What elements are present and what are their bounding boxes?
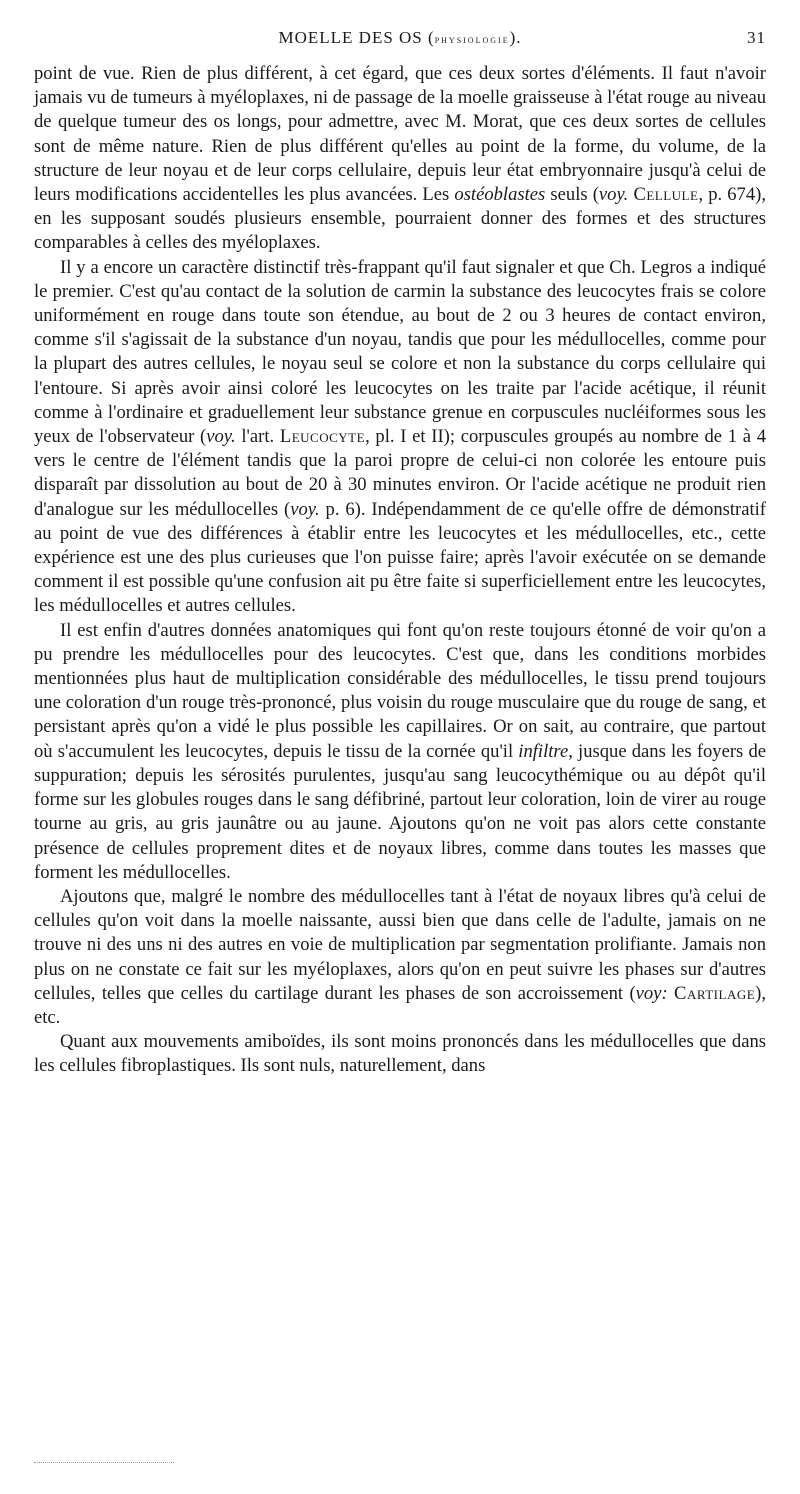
text-segment: Ajoutons que, malgré le nombre des médullocelles tant à l'état de noyaux libres qu'à celui de cellules qu'on voit dans la moelle naissante, aussi bien que dans celle de l'adulte, jamais on ne trouve ni des uns ni des autres en voie de multiplication par segmentation prolifiante. Jamais non plus on ne constate ce fait sur les myéloplaxes, alors qu'on en peut suivre les phases sur d'autres cellules, telles que celles du cartilage durant les phases de son accroissement ( — [34, 885, 766, 1004]
text-segment: voy. — [598, 184, 629, 206]
text-segment: seuls ( — [545, 184, 599, 206]
text-segment: voy. — [206, 426, 236, 448]
text-segment: Leucocyte — [279, 426, 366, 448]
header-title-smallcaps: physiologie — [434, 32, 510, 46]
paragraph-p1 — [34, 62, 766, 256]
text-segment: , pl. I et II); corpuscules groupés au nombre de 1 à 4 vers le centre de l'élément tandis que la paroi propre de celui-ci non colorée les entoure puis disparaît par dissolution au bout de 20 à 30 minutes environ. Or l'acide acétique ne produit rien d'analogue sur les médullocelles ( — [34, 426, 767, 520]
text-segment: ostéoblastes — [454, 184, 546, 206]
text-segment: p. 6). Indépendamment de ce qu'elle offre de démonstratif au point de vue des différences à établir entre les leucocytes et les médullocelles, etc., cette expérience est une des plus curieuses que l'on puisse faire; après l'avoir exécutée on se demande comment il est possible qu'une confusion ait pu être faite si superficiellement entre les leucocytes, les médullocelles et autres cellules. — [34, 498, 766, 617]
paragraph-p3 — [34, 619, 766, 885]
text-segment: , p. 674), en les supposant soudés plusieurs ensemble, pourraient donner des formes et des structures comparables à celles des myéloplaxes. — [34, 184, 766, 254]
text-segment: Il y a encore un caractère distinctif très-frappant qu'il faut signaler et que Ch. Legros a indiqué le premier. C'est qu'au contact de la solution de carmin la substance des leucocytes frais se colore uniformément en rouge dans toute son étendue, au bout de 2 ou 3 heures de contact environ, comme s'il s'agissait de la substance d'un noyau, tandis que pour les médullocelles, comme pour la plupart des autres cellules, le noyau seul se colore et non la substance du corps cellulaire qui l'entoure. Si après avoir ainsi coloré les leucocytes on les traite par l'acide acétique, il réunit comme à l'ordinaire et graduellement leur substance grenue en corpuscules nucléiformes sous les yeux de l'observateur ( — [34, 256, 766, 448]
running-header — [34, 28, 766, 54]
text-segment: , jusque dans les foyers de suppuration; depuis les sérosités purulentes, jusqu'au sang leucocythémique ou au dépôt qu'il forme sur les globules rouges dans le sang défibriné, partout leur coloration, loin de virer au rouge tourne au gris, au gris jaunâtre ou au jaune. Ajoutons qu'on ne voit pas alors cette constante présence de cellules proprement dites et de noyaux libres, comme dans toutes les masses que forment les médullocelles. — [34, 740, 766, 883]
text-segment: voy: — [635, 982, 668, 1004]
text-segment: infiltre — [518, 740, 569, 762]
text-segment: Il est enfin d'autres données anatomiques qui font qu'on reste toujours étonné de voir qu'on a pu prendre les médullocelles pour des leucocytes. C'est que, dans les conditions morbides mentionnées plus haut de multiplication considérable des médullocelles, le tissu prend toujours une coloration d'un rouge très-prononcé, plus voisin du rouge musculaire que du rouge de sang, et persistant après qu'on a vidé le plus possible les capillaires. Or on sait, au contraire, que partout où s'accumulent les leucocytes, depuis le tissu de la cornée qu'il — [34, 619, 766, 762]
bottom-dotted-rule — [34, 1462, 174, 1463]
text-segment: Cellule — [633, 184, 699, 206]
paragraph-p2 — [34, 256, 766, 619]
body-text — [34, 62, 766, 1079]
text-segment: voy. — [290, 498, 320, 520]
paragraph-p4 — [34, 885, 766, 1030]
text-segment: ), etc. — [34, 982, 766, 1028]
text-segment: point de vue. Rien de plus différent, à cet égard, que ces deux sortes d'éléments. Il faut n'avoir jamais vu de tumeurs à myéloplaxes, ni de passage de la moelle graisseuse à l'état rouge au niveau de quelque tumeur des os longs, pour admettre, avec M. Morat, que ces deux sortes de cellules sont de même nature. Rien de plus différent qu'elles au point de la forme, du volume, de la structure de leur noyau et de leur corps cellulaire, depuis leur état embryonnaire jusqu'à celui de leurs modifications accidentelles les plus avancées. Les — [34, 63, 766, 206]
header-title-end: ). — [509, 28, 522, 47]
document-page — [34, 28, 766, 1079]
header-title — [34, 28, 766, 48]
paragraph-p5 — [34, 1030, 766, 1078]
header-title-main: MOELLE DES OS ( — [278, 28, 435, 47]
text-segment: Cartilage — [674, 982, 756, 1004]
text-segment: Quant aux mouvements amiboïdes, ils sont moins prononcés dans les médullocelles que dans les cellules fibroplastiques. Ils sont nuls, naturellement, dans — [34, 1031, 766, 1077]
page-number: 31 — [747, 28, 766, 47]
text-segment: l'art. — [235, 426, 280, 448]
